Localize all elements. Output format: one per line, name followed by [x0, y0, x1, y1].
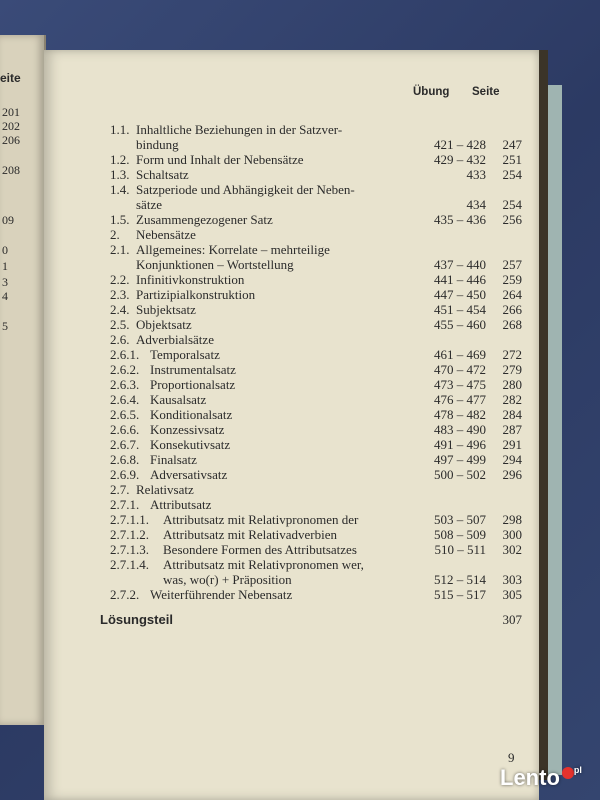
toc-title: Schaltsatz: [136, 167, 189, 182]
toc-title: Konsekutivsatz: [150, 437, 231, 452]
toc-title: Attributsatz mit Relativpronomen der: [163, 512, 359, 527]
toc-title: sätze: [136, 197, 162, 212]
toc-exercise-range: 435 – 436: [434, 212, 486, 227]
toc-row: [44, 167, 539, 182]
page-number: 9: [508, 750, 515, 765]
toc-row: [44, 347, 539, 362]
toc-page: 247: [502, 137, 522, 152]
toc-number: 1.3.: [110, 167, 130, 182]
toc-row: [44, 392, 539, 407]
toc-row: [44, 542, 539, 557]
toc-title: Temporalsatz: [150, 347, 220, 362]
toc-exercise-range: 437 – 440: [434, 257, 486, 272]
toc-title: Attributsatz: [150, 497, 212, 512]
toc-number: 2.7.1.4.: [110, 557, 149, 572]
toc-page: 257: [502, 257, 522, 272]
toc-title: bindung: [136, 137, 179, 152]
watermark-logo: [500, 765, 582, 791]
toc-number: 1.4.: [110, 182, 130, 197]
toc-page: 300: [502, 527, 522, 542]
toc-title: Allgemeines: Korrelate – mehrteilige: [136, 242, 330, 257]
toc-number: 1.2.: [110, 152, 130, 167]
toc-row: [44, 137, 539, 152]
toc-number: 2.1.: [110, 242, 130, 257]
toc-number: 2.6.1.: [110, 347, 140, 362]
toc-page: 251: [502, 152, 522, 167]
toc-page: 280: [502, 377, 522, 392]
toc-number: 2.4.: [110, 302, 130, 317]
left-page-number: 3: [2, 275, 8, 289]
watermark-text: Lento: [500, 765, 560, 790]
left-page-number: 0: [2, 243, 8, 257]
toc-page: 264: [502, 287, 522, 302]
toc-number: 2.6.4.: [110, 392, 140, 407]
toc-page: 303: [502, 572, 522, 587]
toc-row: [44, 437, 539, 452]
toc-exercise-range: 497 – 499: [434, 452, 486, 467]
toc-page: 298: [502, 512, 522, 527]
toc-number: 1.1.: [110, 122, 130, 137]
toc-number: 2.6.8.: [110, 452, 140, 467]
toc-number: 2.3.: [110, 287, 130, 302]
toc-title: Attributsatz mit Relativpronomen wer,: [163, 557, 364, 572]
toc-row: [44, 332, 539, 347]
toc-row: [44, 587, 539, 602]
toc-title: Satzperiode und Abhängigkeit der Neben-: [136, 182, 355, 197]
toc-title: was, wo(r) + Präposition: [163, 572, 292, 587]
toc-exercise-range: 491 – 496: [434, 437, 486, 452]
left-page-number: 201: [2, 105, 20, 119]
toc-page: 284: [502, 407, 522, 422]
toc-number: 2.6.: [110, 332, 130, 347]
toc-number: 2.7.2.: [110, 587, 140, 602]
toc-row: [44, 482, 539, 497]
book-page: [44, 50, 539, 800]
toc-exercise-range: 473 – 475: [434, 377, 486, 392]
toc-page: 302: [502, 542, 522, 557]
toc-number: 2.7.1.2.: [110, 527, 149, 542]
toc-row: [44, 512, 539, 527]
toc-exercise-range: 470 – 472: [434, 362, 486, 377]
toc-title: Partizipialkonstruktion: [136, 287, 256, 302]
toc-number: 2.5.: [110, 317, 130, 332]
toc-title: Nebensätze: [136, 227, 196, 242]
watermark-suffix: pl: [573, 765, 582, 775]
toc-row: [44, 122, 539, 137]
toc-exercise-range: 447 – 450: [434, 287, 486, 302]
toc-title: Besondere Formen des Attributsatzes: [163, 542, 357, 557]
toc-page: 254: [502, 167, 522, 182]
toc-exercise-range: 500 – 502: [434, 467, 486, 482]
toc-page: 266: [502, 302, 522, 317]
toc-number: 2.6.7.: [110, 437, 140, 452]
toc-row: [44, 302, 539, 317]
toc-row: [44, 272, 539, 287]
toc-exercise-range: 441 – 446: [434, 272, 486, 287]
toc-exercise-range: 478 – 482: [434, 407, 486, 422]
toc-title: Konditionalsatz: [150, 407, 233, 422]
toc-exercise-range: 515 – 517: [434, 587, 486, 602]
toc-exercise-range: 433: [466, 167, 486, 182]
left-page-number: 208: [2, 163, 20, 177]
toc-exercise-range: 508 – 509: [434, 527, 486, 542]
toc-title: Adverbialsätze: [136, 332, 214, 347]
toc-number: 2.: [110, 227, 120, 242]
toc-title: Konjunktionen – Wortstellung: [136, 257, 294, 272]
toc-page: 279: [502, 362, 522, 377]
toc-title: Subjektsatz: [136, 302, 196, 317]
left-page-number: 4: [2, 289, 8, 303]
toc-page: 272: [502, 347, 522, 362]
toc-number: 2.6.3.: [110, 377, 140, 392]
exercise-column-header: Übung: [413, 86, 450, 98]
toc-exercise-range: 461 – 469: [434, 347, 486, 362]
toc-title: Adversativsatz: [150, 467, 228, 482]
toc-exercise-range: 455 – 460: [434, 317, 486, 332]
toc-number: 1.5.: [110, 212, 130, 227]
left-page-number: 5: [2, 319, 8, 333]
toc-row: [44, 422, 539, 437]
toc-title: Finalsatz: [150, 452, 197, 467]
toc-page: 296: [502, 467, 522, 482]
toc-title: Objektsatz: [136, 317, 192, 332]
toc-title: Weiterführender Nebensatz: [150, 587, 293, 602]
left-page-number: 09: [2, 213, 14, 227]
solutions-title: Lösungsteil: [100, 612, 173, 627]
toc-row: [44, 557, 539, 572]
toc-page: 254: [502, 197, 522, 212]
toc-row: [44, 377, 539, 392]
toc-number: 2.7.1.: [110, 497, 140, 512]
watermark-dot-icon: [562, 767, 574, 779]
toc-exercise-range: 421 – 428: [434, 137, 486, 152]
toc-row: [44, 182, 539, 197]
toc-title: Instrumentalsatz: [150, 362, 236, 377]
toc-row: [44, 257, 539, 272]
toc-row: [44, 467, 539, 482]
toc-exercise-range: 434: [466, 197, 486, 212]
toc-exercise-range: 476 – 477: [434, 392, 486, 407]
toc-row: [44, 317, 539, 332]
toc-row: [44, 572, 539, 587]
toc-page: 259: [502, 272, 522, 287]
toc-number: 2.7.1.1.: [110, 512, 149, 527]
toc-number: 2.6.5.: [110, 407, 140, 422]
toc-exercise-range: 510 – 511: [434, 542, 486, 557]
toc-page: 294: [502, 452, 522, 467]
left-page-number: 1: [2, 259, 8, 273]
toc-row: [44, 287, 539, 302]
toc-title: Proportionalsatz: [150, 377, 236, 392]
toc-title: Konzessivsatz: [150, 422, 225, 437]
toc-row: [44, 242, 539, 257]
toc-number: 2.7.1.3.: [110, 542, 149, 557]
toc-exercise-range: 429 – 432: [434, 152, 486, 167]
toc-page: 256: [502, 212, 522, 227]
toc-exercise-range: 512 – 514: [434, 572, 486, 587]
toc-page: 282: [502, 392, 522, 407]
toc-exercise-range: 503 – 507: [434, 512, 486, 527]
toc-title: Attributsatz mit Relativadverbien: [163, 527, 338, 542]
book-cover-back: [548, 85, 562, 775]
toc-row: [44, 362, 539, 377]
toc-exercise-range: 483 – 490: [434, 422, 486, 437]
left-page-number: 206: [2, 133, 20, 147]
toc-number: 2.6.6.: [110, 422, 140, 437]
toc-number: 2.6.2.: [110, 362, 140, 377]
toc-row: [44, 497, 539, 512]
left-page-header: eite: [0, 71, 21, 85]
toc-row: [44, 197, 539, 212]
toc-row: [44, 212, 539, 227]
toc-title: Inhaltliche Beziehungen in der Satzver-: [136, 122, 343, 137]
toc-number: 2.2.: [110, 272, 130, 287]
left-page-number: 202: [2, 119, 20, 133]
toc-row: [44, 452, 539, 467]
toc-page: 305: [502, 587, 522, 602]
toc-row: [44, 152, 539, 167]
toc-title: Kausalsatz: [150, 392, 207, 407]
toc-page: 287: [502, 422, 522, 437]
left-page: [0, 35, 46, 725]
toc-exercise-range: 451 – 454: [434, 302, 486, 317]
solutions-page: 307: [502, 612, 522, 627]
toc-page: 268: [502, 317, 522, 332]
toc-title: Form und Inhalt der Nebensätze: [136, 152, 304, 167]
toc-title: Infinitivkonstruktion: [136, 272, 245, 287]
toc-number: 2.6.9.: [110, 467, 140, 482]
toc-row: [44, 227, 539, 242]
toc-title: Relativsatz: [136, 482, 194, 497]
toc-page: 291: [502, 437, 522, 452]
toc-title: Zusammengezogener Satz: [136, 212, 273, 227]
toc-row: [44, 407, 539, 422]
toc-row: [44, 527, 539, 542]
page-column-header: Seite: [472, 86, 500, 98]
toc-number: 2.7.: [110, 482, 130, 497]
